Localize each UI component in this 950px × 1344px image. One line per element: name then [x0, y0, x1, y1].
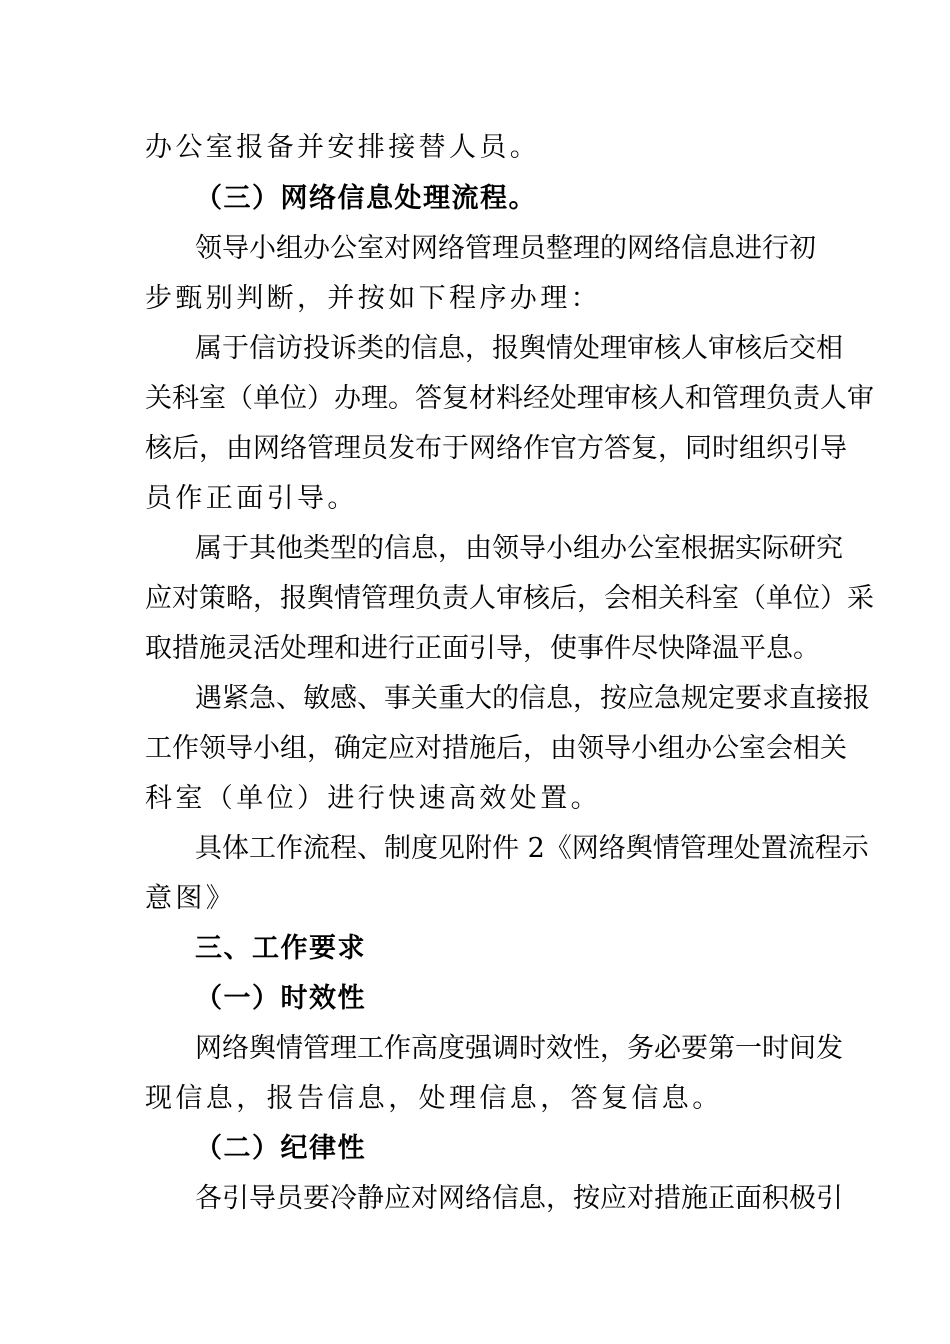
paragraph-line: 属于其他类型的信息，由领导小组办公室根据实际研究: [195, 533, 843, 564]
paragraph-line: 网络舆情管理工作高度强调时效性，务必要第一时间发: [195, 1033, 843, 1064]
paragraph-line: 各引导员要冷静应对网络信息，按应对措施正面积极引: [195, 1183, 843, 1214]
paragraph-line: 取措施灵活处理和进行正面引导，使事件尽快降温平息。: [145, 633, 820, 664]
paragraph-line: 科室（单位）进行快速高效处置。: [145, 783, 601, 814]
section-heading: （三）网络信息处理流程。: [195, 183, 537, 214]
paragraph-line: 意图》: [145, 883, 237, 914]
paragraph-line: 关科室（单位）办理。答复材料经处理审核人和管理负责人审: [145, 383, 874, 414]
paragraph-line: 属于信访投诉类的信息，报舆情处理审核人审核后交相: [195, 333, 843, 364]
paragraph-line: 领导小组办公室对网络管理员整理的网络信息进行初: [195, 233, 816, 264]
paragraph-line: 步甄别判断，并按如下程序办理：: [145, 283, 601, 314]
paragraph-line: 应对策略，报舆情管理负责人审核后，会相关科室（单位）采: [145, 583, 874, 614]
paragraph-line: 遇紧急、敏感、事关重大的信息，按应急规定要求直接报: [195, 683, 870, 714]
paragraph-line: 现信息，报告信息，处理信息，答复信息。: [145, 1083, 723, 1114]
paragraph-line: 工作领导小组，确定应对措施后，由领导小组办公室会相关: [145, 733, 847, 764]
chapter-heading: 三、工作要求: [195, 933, 366, 964]
paragraph-line: 办公室报备并安排接替人员。: [145, 132, 541, 163]
paragraph-line: 员作正面引导。: [145, 483, 358, 514]
paragraph-line: 具体工作流程、制度见附件 2《网络舆情管理处置流程示: [195, 833, 869, 864]
section-heading: （一）时效性: [195, 983, 366, 1014]
section-heading: （二）纪律性: [195, 1133, 366, 1164]
paragraph-line: 核后，由网络管理员发布于网络作官方答复，同时组织引导: [145, 433, 847, 464]
